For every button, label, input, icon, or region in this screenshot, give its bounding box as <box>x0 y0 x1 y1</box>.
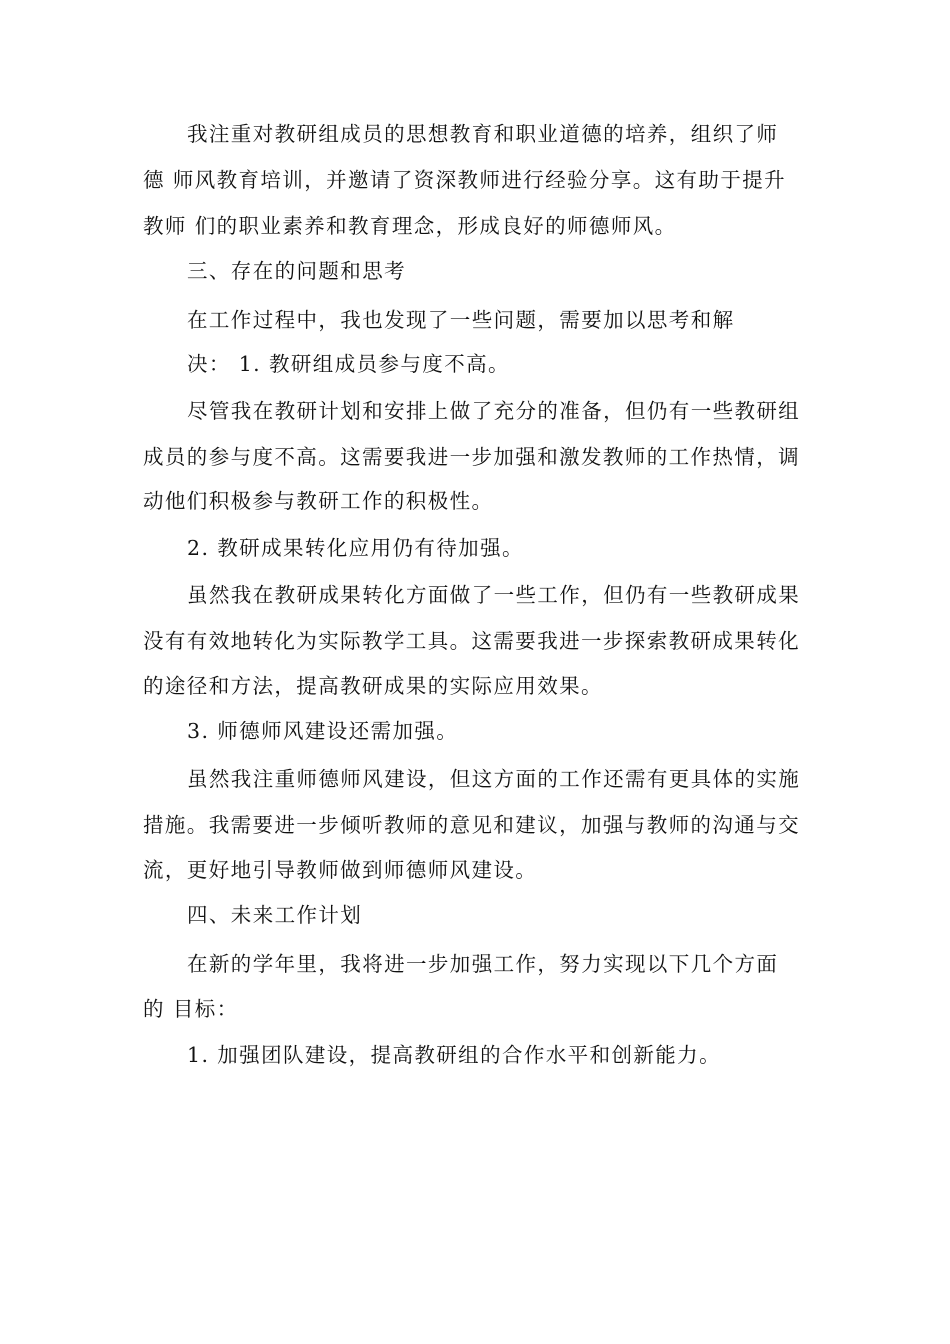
text-line-13: 的途径和方法，提高教研成果的实际应用效果。 <box>143 674 603 698</box>
text-line-8: 成员的参与度不高。这需要我进一步加强和激发教师的工作热情，调 <box>143 445 800 469</box>
text-line-20: 的 目标： <box>143 997 239 1021</box>
text-line-9: 动他们积极参与教研工作的积极性。 <box>143 489 494 513</box>
list-item-goal-1: 1. 加强团队建设，提高教研组的合作水平和创新能力。 <box>187 1043 721 1067</box>
text-line-5: 在工作过程中，我也发现了一些问题，需要加以思考和解 <box>187 308 735 332</box>
text-line-3: 教师 们的职业素养和教育理念，形成良好的师德师风。 <box>143 214 677 238</box>
text-line-16: 措施。我需要进一步倾听教师的意见和建议，加强与教师的沟通与交 <box>143 813 800 837</box>
list-item-2: 2. 教研成果转化应用仍有待加强。 <box>187 536 524 560</box>
text-line-1: 我注重对教研组成员的思想教育和职业道德的培养，组织了师 <box>187 122 779 146</box>
text-line-2: 德 师风教育培训，并邀请了资深教师进行经验分享。这有助于提升 <box>143 168 787 192</box>
text-line-7: 尽管我在教研计划和安排上做了充分的准备，但仍有一些教研组 <box>187 399 801 423</box>
text-line-6: 决： 1. 教研组成员参与度不高。 <box>187 352 510 376</box>
text-line-19: 在新的学年里，我将进一步加强工作，努力实现以下几个方面 <box>187 952 779 976</box>
text-line-15: 虽然我注重师德师风建设，但这方面的工作还需有更具体的实施 <box>187 767 801 791</box>
text-line-17: 流，更好地引导教师做到师德师风建设。 <box>143 858 538 882</box>
text-line-11: 虽然我在教研成果转化方面做了一些工作，但仍有一些教研成果 <box>187 583 801 607</box>
section-heading-4: 四、未来工作计划 <box>187 903 363 927</box>
list-item-3: 3. 师德师风建设还需加强。 <box>187 719 459 743</box>
section-heading-3: 三、存在的问题和思考 <box>187 259 406 283</box>
text-line-12: 没有有效地转化为实际教学工具。这需要我进一步探索教研成果转化 <box>143 629 800 653</box>
